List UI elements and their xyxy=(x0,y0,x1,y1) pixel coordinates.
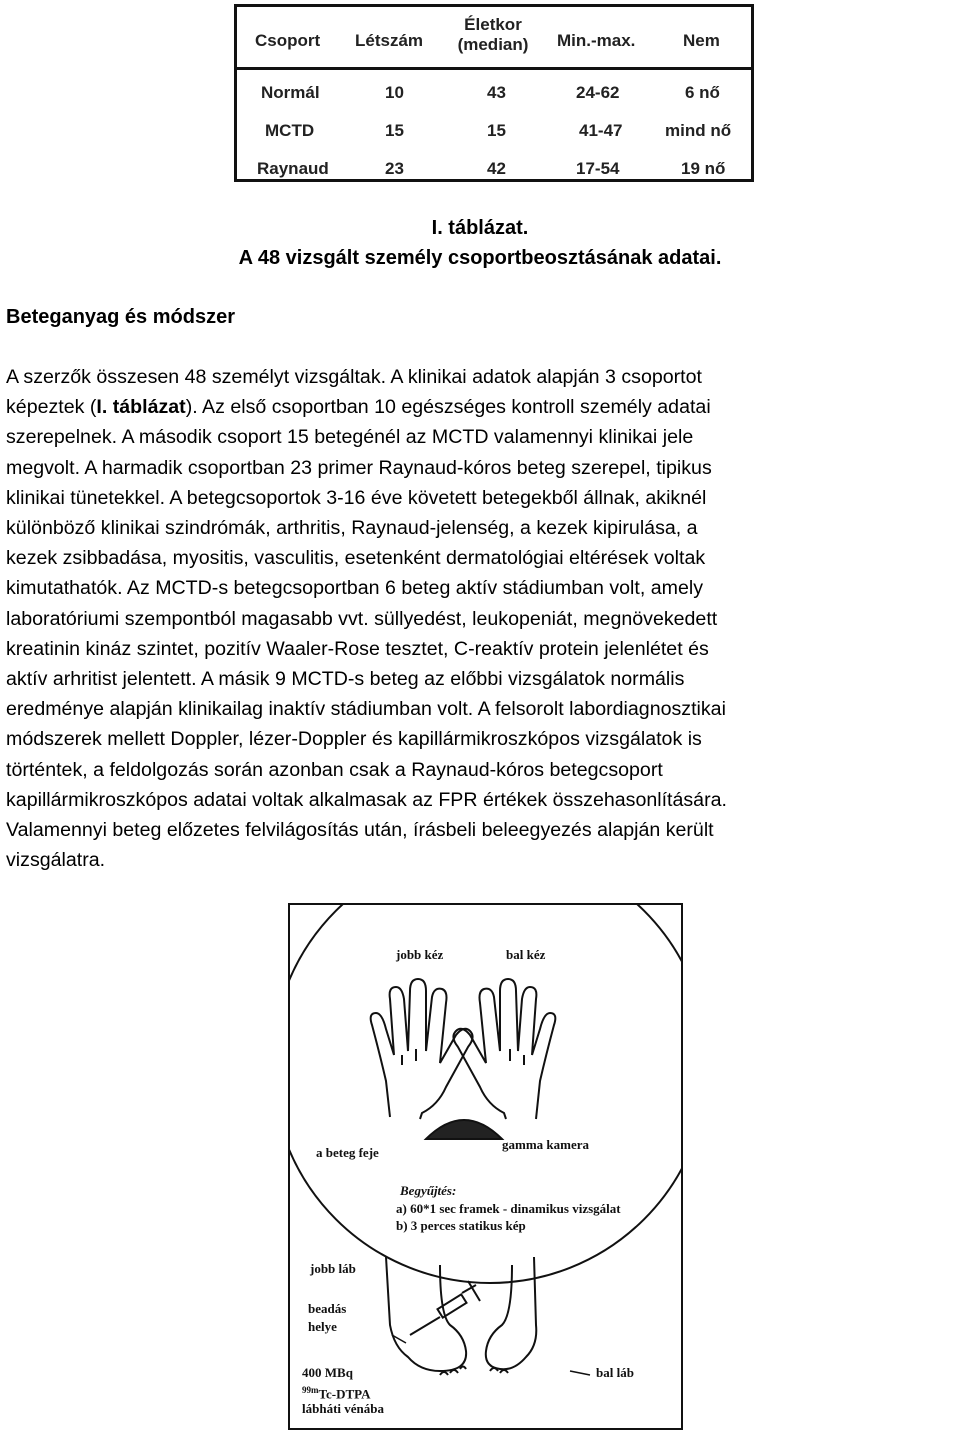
left-hand-drawing xyxy=(453,979,555,1119)
right-foot-label: jobb láb xyxy=(310,1261,356,1276)
injection-site-label-2: helye xyxy=(308,1319,337,1334)
table-caption-number: I. táblázat. xyxy=(431,217,529,239)
group-table xyxy=(234,4,754,182)
table-header-nem: Nem xyxy=(683,31,720,50)
table-cell: 43 xyxy=(487,83,506,102)
left-hand-label: bal kéz xyxy=(506,947,546,962)
body-text-rest: ). Az első csoportban 10 egészséges kontroll személy adatai szerepelnek. A második csoport 15 betegénél az MCTD valamennyi klinikai jele megvolt. A harmadik csoportban 23 primer Raynaud-kóros beteg szerepel, tipikus klinikai tünetekkel. A betegcsoportok 3-16 éve követett betegekből állnak, akiknél különböző klinikai szindrómák, arthritis, Raynaud-jelenség, a kezek kipirulása, a kezek zsibbadása, myositis, vasculitis, esetenként dermatológiai eltérések voltak kimutathatók. Az MCTD-s betegcsoportban 6 beteg aktív stádiumban volt, amely laboratóriumi szempontból magasabb vvt. süllyedést, leukopeniát, megnövekedett kreatinin kináz szintet, pozitív Waaler-Rose tesztet, C-reaktív protein jelenlétet és aktív arhritist jelentett. A másik 9 MCTD-s beteg az előbbi vizsgálatok normális eredménye alapján klinikailag inaktív stádiumban volt. A felsorolt labordiagnosztikai módszerek mellett Doppler, lézer-Doppler és kapillármikroszkópos vizsgálatok is történtek, a feldolgozás során azonban csak a Raynaud-kóros betegcsoport kapillármikroszkópos adatai voltak alkalmasak az FPR értékek összehasonlítására. Valamennyi beteg előzetes felvilágosítás után, írásbeli beleegyezés alapján került vizsgálatra. xyxy=(6,396,727,872)
left-foot-pointer xyxy=(570,1371,590,1375)
injection-site-label-1: beadás xyxy=(308,1301,347,1316)
table-cell: 17-54 xyxy=(576,159,620,178)
table-caption-title: A 48 vizsgált személy csoportbeosztásának adatai. xyxy=(238,247,722,269)
patient-head-label: a beteg feje xyxy=(316,1145,379,1160)
dose-tracer xyxy=(302,1383,371,1401)
tracer-name: Tc-DTPA xyxy=(318,1386,371,1402)
setup-drawing xyxy=(290,905,683,1430)
table-header-letszam: Létszám xyxy=(355,31,424,50)
table-cell: 6 nő xyxy=(685,83,720,102)
table-cell: 41-47 xyxy=(579,121,623,140)
table-cell: 42 xyxy=(487,159,506,178)
section-heading: Beteganyag és módszer xyxy=(6,306,235,328)
table-reference: I. táblázat xyxy=(96,396,186,419)
table-cell: Normál xyxy=(261,83,320,102)
table-header-minmax: Min.-max. xyxy=(557,31,636,50)
body-text-start: A szerzők összesen 48 személyt vizsgáltak. A klinikai adatok alapján 3 csoportot képeztek ( xyxy=(6,366,702,419)
isotope-superscript: 99m xyxy=(302,1385,319,1395)
table-cell: 19 nő xyxy=(681,159,726,178)
table-cell: mind nő xyxy=(665,121,732,140)
table-cell: MCTD xyxy=(265,121,315,140)
table-header-rule xyxy=(237,67,751,70)
table-cell: 15 xyxy=(385,121,404,140)
body-paragraph xyxy=(6,362,958,875)
right-hand-drawing xyxy=(371,979,473,1119)
acquisition-a: a) 60*1 sec framek - dinamikus vizsgálat xyxy=(396,1201,621,1216)
dose-route: lábháti vénába xyxy=(302,1401,384,1416)
acquisition-title: Begyűjtés: xyxy=(400,1183,457,1198)
table-cell: 10 xyxy=(385,83,404,102)
table-cell: 24-62 xyxy=(576,83,620,102)
gamma-camera-label: gamma kamera xyxy=(502,1137,590,1152)
table-cell: Raynaud xyxy=(257,159,329,178)
syringe-drawing xyxy=(410,1281,480,1335)
right-hand-label: jobb kéz xyxy=(396,947,444,962)
table-cell: 15 xyxy=(487,121,506,140)
acquisition-b: b) 3 perces statikus kép xyxy=(396,1218,526,1233)
measurement-setup-figure xyxy=(288,903,683,1430)
table-header-eletkor: Életkor (median) xyxy=(457,15,529,54)
feet-drawing xyxy=(386,1257,536,1375)
patient-head-drawing xyxy=(426,1120,502,1139)
left-foot-label: bal láb xyxy=(596,1365,634,1380)
table-header-csoport: Csoport xyxy=(255,31,321,50)
table-cell: 23 xyxy=(385,159,404,178)
dose-activity: 400 MBq xyxy=(302,1365,353,1380)
